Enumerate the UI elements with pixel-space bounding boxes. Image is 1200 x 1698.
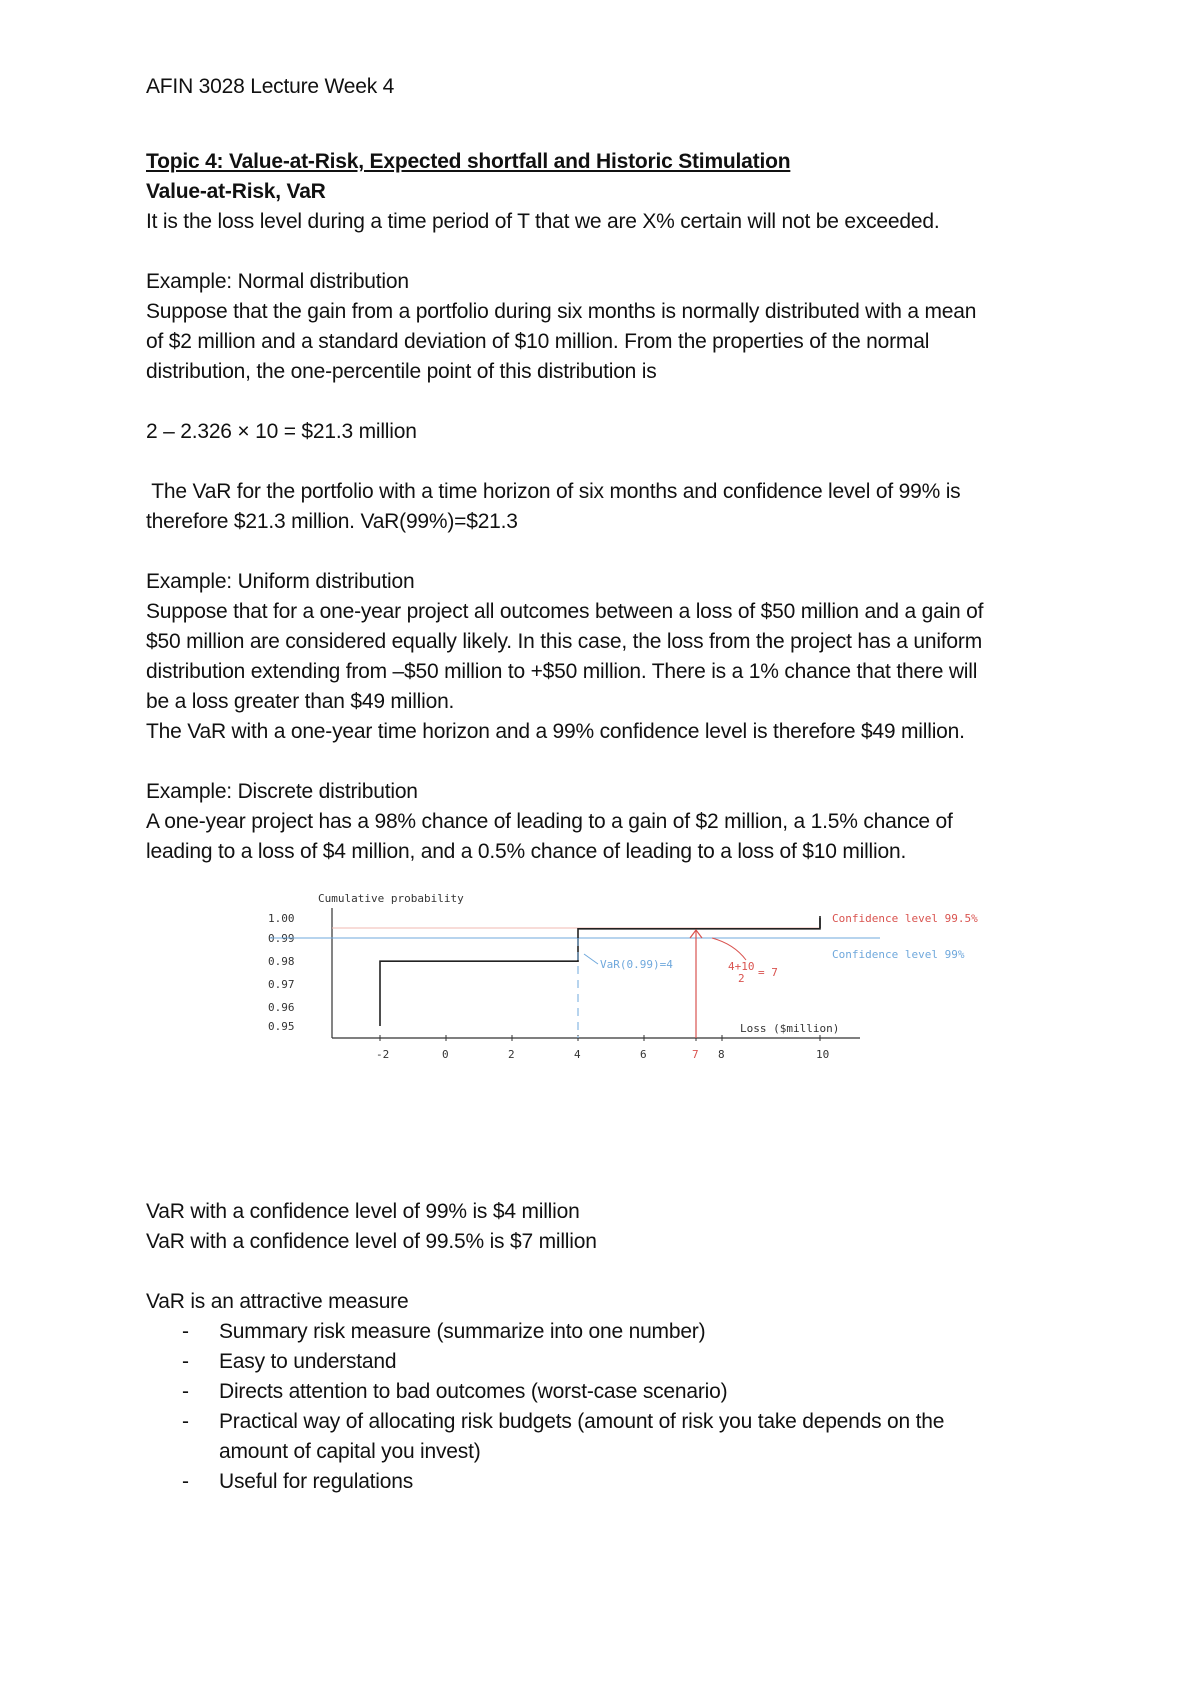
y-tick-label: 0.99 <box>268 932 295 945</box>
y-tick-label: 1.00 <box>268 912 295 925</box>
discrete-line: leading to a loss of $4 million, and a 0.5% chance of leading to a loss of $10 million. <box>146 840 907 863</box>
uniform-heading: Example: Uniform distribution <box>146 570 415 593</box>
bullet-item: Practical way of allocating risk budgets (amount of risk you take depends on the <box>219 1410 945 1433</box>
attractive-heading: VaR is an attractive measure <box>146 1290 409 1313</box>
interp-denominator: 2 <box>738 972 745 985</box>
y-tick-label: 0.96 <box>268 1001 295 1014</box>
x-tick-label: 2 <box>508 1048 515 1061</box>
bullet-dash: - <box>182 1320 189 1343</box>
y-tick-label: 0.95 <box>268 1020 295 1033</box>
normal-result: The VaR for the portfolio with a time horizon of six months and confidence level of 99% is <box>146 480 961 503</box>
normal-line: Suppose that the gain from a portfolio during six months is normally distributed with a mean <box>146 300 977 323</box>
normal-formula: 2 – 2.326 × 10 = $21.3 million <box>146 420 417 443</box>
y-tick-label: 0.97 <box>268 978 295 991</box>
uniform-line: $50 million are considered equally likely. In this case, the loss from the project has a uniform <box>146 630 982 653</box>
bullet-item: Summary risk measure (summarize into one number) <box>219 1320 706 1343</box>
var-heading: Value-at-Risk, VaR <box>146 180 326 203</box>
x-tick-label: 0 <box>442 1048 449 1061</box>
var99-annotation: VaR(0.99)=4 <box>600 958 673 971</box>
x-tick-label: 4 <box>574 1048 581 1061</box>
x-tick-label: 6 <box>640 1048 647 1061</box>
uniform-line: be a loss greater than $49 million. <box>146 690 455 713</box>
normal-result: therefore $21.3 million. VaR(99%)=$21.3 <box>146 510 518 533</box>
page-header: AFIN 3028 Lecture Week 4 <box>146 75 395 98</box>
bullet-item: Directs attention to bad outcomes (worst-case scenario) <box>219 1380 728 1403</box>
bullet-item: Easy to understand <box>219 1350 397 1373</box>
topic-title: Topic 4: Value-at-Risk, Expected shortfall and Historic Stimulation <box>146 150 791 173</box>
result-line: VaR with a confidence level of 99% is $4 million <box>146 1200 580 1223</box>
x-tick-label: 10 <box>816 1048 830 1061</box>
bullet-dash: - <box>182 1350 189 1373</box>
x-tick-label: 8 <box>718 1048 725 1061</box>
x-tick-label: -2 <box>376 1048 390 1061</box>
normal-line: distribution, the one-percentile point of this distribution is <box>146 360 657 383</box>
confidence-99-5-label: Confidence level 99.5% <box>832 912 978 925</box>
discrete-line: A one-year project has a 98% chance of leading to a gain of $2 million, a 1.5% chance of <box>146 810 953 833</box>
bullet-dash: - <box>182 1470 189 1493</box>
x-axis-label: Loss ($million) <box>740 1022 840 1035</box>
x-tick-label: 7 <box>692 1048 699 1061</box>
bullet-item-continuation: amount of capital you invest) <box>219 1440 481 1463</box>
confidence-99-label: Confidence level 99% <box>832 948 965 961</box>
uniform-line: The VaR with a one-year time horizon and a 99% confidence level is therefore $49 million. <box>146 720 965 743</box>
interp-pointer <box>712 938 746 960</box>
normal-line: of $2 million and a standard deviation of $10 million. From the properties of the normal <box>146 330 930 353</box>
y-tick-label: 0.98 <box>268 955 295 968</box>
var99-pointer <box>584 954 598 964</box>
result-line: VaR with a confidence level of 99.5% is $7 million <box>146 1230 597 1253</box>
bullet-dash: - <box>182 1410 189 1433</box>
bullet-item: Useful for regulations <box>219 1470 414 1493</box>
var-definition: It is the loss level during a time period of T that we are X% certain will not be exceeded. <box>146 210 940 233</box>
bullet-dash: - <box>182 1380 189 1403</box>
interp-numerator: 4+10 <box>728 960 755 973</box>
interp-equals: = 7 <box>758 966 778 979</box>
discrete-heading: Example: Discrete distribution <box>146 780 418 803</box>
normal-heading: Example: Normal distribution <box>146 270 409 293</box>
uniform-line: distribution extending from –$50 million to +$50 million. There is a 1% chance that there will <box>146 660 978 683</box>
cumulative-probability-chart <box>260 888 978 1068</box>
uniform-line: Suppose that for a one-year project all outcomes between a loss of $50 million and a gain of <box>146 600 984 623</box>
y-axis-label: Cumulative probability <box>318 892 464 905</box>
